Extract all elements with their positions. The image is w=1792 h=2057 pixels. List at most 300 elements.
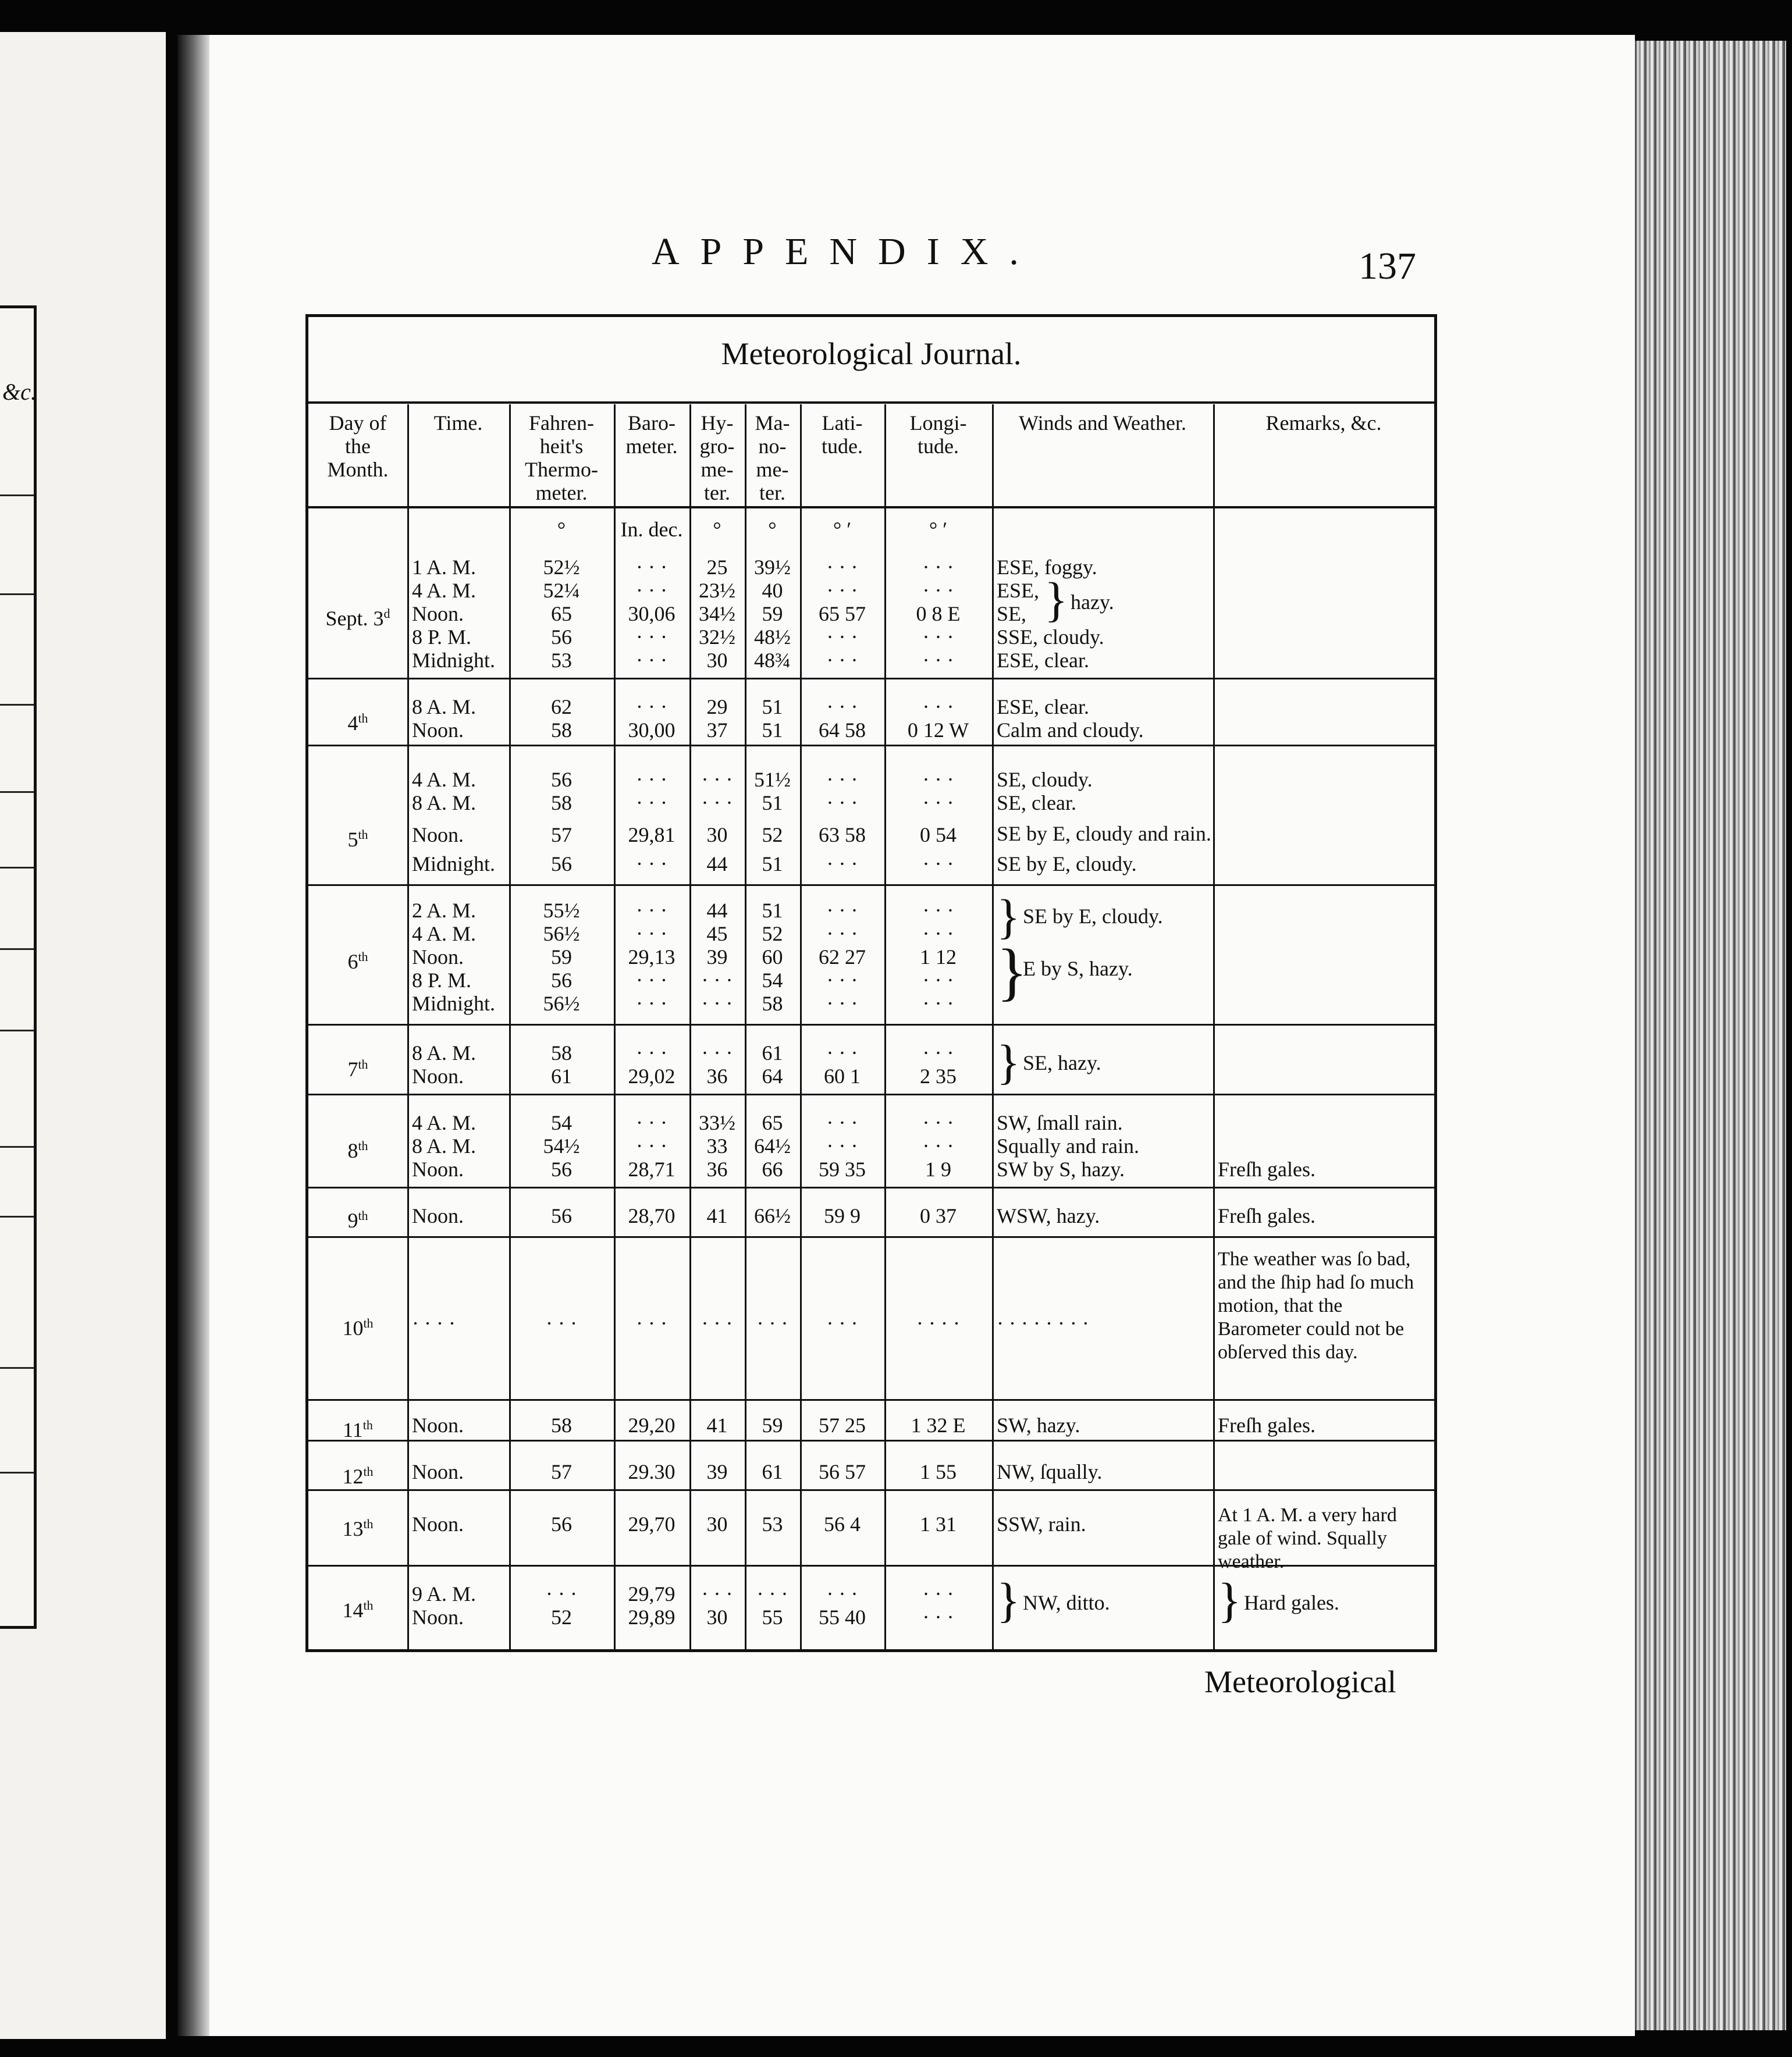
cell-lat: · · · (826, 579, 858, 602)
cell-baro: · · · (636, 922, 667, 945)
cell-mano: 55 (762, 1606, 783, 1629)
cell-therm: 55½ (543, 899, 580, 922)
cell-lat: · · · (826, 899, 858, 922)
cell-time: Noon. (412, 945, 464, 969)
cell-hygro: 36 (706, 1158, 728, 1181)
cell-therm: 56 (551, 768, 572, 791)
cell-mano: 52 (762, 922, 783, 945)
cell-lon: · · · · (916, 1312, 960, 1335)
column-rule (1213, 404, 1215, 1649)
cell-baro: 29,02 (628, 1065, 675, 1088)
cell-hygro: 30 (706, 649, 728, 672)
cell-hygro: 39 (706, 1460, 728, 1483)
cell-lon: · · · (922, 695, 954, 718)
column-header-line: Winds and Weather. (1019, 411, 1186, 435)
catchword: Meteorological (1204, 1664, 1396, 1699)
cell-lon: · · · (922, 1111, 954, 1134)
cell-lon: 2 35 (920, 1065, 957, 1088)
cell-lon: · · · (922, 791, 954, 814)
cell-remark: Freſh gales. (1218, 1414, 1315, 1437)
remark-thirteenth: At 1 A. M. a very hard gale of wind. Squally weather. (1218, 1504, 1397, 1572)
cell-baro: · · · (636, 625, 667, 649)
column-header-line: Time. (433, 411, 483, 435)
cell-baro: · · · (636, 768, 667, 791)
cell-baro: 29,81 (628, 823, 675, 846)
cell-therm: 52¼ (543, 579, 580, 602)
day-of-month (308, 602, 407, 630)
row-group-rule (308, 1236, 1434, 1238)
day-of-month (308, 707, 407, 735)
cell-lon: 1 32 E (911, 1414, 966, 1437)
cell-therm: · · · (546, 1312, 577, 1335)
cell-lat: 62 27 (819, 945, 866, 969)
cell-hygro: 29 (706, 695, 728, 718)
cell-baro: · · · (636, 852, 667, 876)
braced-remark-fourteenth: Hard gales. (1244, 1591, 1339, 1614)
cell-lon: · · · (922, 649, 954, 672)
cell-time: Noon. (412, 1204, 464, 1227)
cell-baro: · · · (636, 1134, 667, 1158)
cell-lon: · · · (922, 625, 954, 649)
cell-mano: · · · (756, 1582, 788, 1606)
cell-mano: 66 (762, 1158, 783, 1181)
day-text: 7 (347, 1058, 358, 1081)
column-header-line: Thermo- (525, 458, 598, 481)
cell-hygro: 30 (706, 1606, 728, 1629)
day-ordinal: th (363, 1598, 374, 1613)
column-header-therm (509, 411, 614, 504)
cell-lon: · · · (922, 922, 954, 945)
column-header-line: tude. (822, 435, 863, 458)
day-ordinal: d (383, 606, 390, 621)
cell-therm: 61 (551, 1065, 572, 1088)
cell-lon: · · · (922, 579, 954, 602)
column-header-line: meter. (625, 435, 678, 458)
cell-time: 4 A. M. (412, 768, 477, 791)
day-of-month (308, 1594, 407, 1622)
cell-hygro: 30 (706, 823, 728, 846)
cell-hygro: 41 (706, 1414, 728, 1437)
cell-wind: WSW, hazy. (997, 1204, 1100, 1227)
cell-wind: SE, clear. (997, 791, 1076, 814)
cell-baro: 29.30 (628, 1460, 675, 1483)
meteorological-journal-table (305, 314, 1437, 1652)
cell-baro: 29,89 (628, 1606, 675, 1629)
cell-mano: 60 (762, 945, 783, 969)
row-group-rule (308, 1024, 1434, 1026)
day-text: 14 (342, 1599, 364, 1622)
table-title: Meteorological Journal. (721, 336, 1022, 371)
cell-hygro: 44 (706, 852, 728, 876)
cell-lat: · · · (826, 695, 858, 718)
cell-mano: 58 (762, 992, 783, 1015)
cell-baro: 29,13 (628, 945, 675, 969)
cell-therm: 56 (551, 625, 572, 649)
column-header-time (407, 411, 509, 435)
cell-hygro: · · · (701, 768, 733, 791)
cell-mano: 39½ (754, 556, 791, 579)
day-text: 10 (342, 1316, 364, 1340)
cell-wind: SW by S, hazy. (997, 1158, 1125, 1181)
cell-lat: · · · (826, 556, 858, 579)
cell-lat: · · · (826, 649, 858, 672)
cell-hygro: 36 (706, 1065, 728, 1088)
cell-wind: ESE, foggy. (997, 556, 1097, 579)
cell-baro: · · · (636, 695, 667, 718)
cell-wind: · · · · · · · · (997, 1312, 1089, 1335)
cell-lon: 1 12 (920, 945, 957, 969)
column-header-wind (992, 411, 1213, 435)
cell-lat: 55 40 (819, 1606, 866, 1629)
column-header-line: tude. (918, 435, 959, 458)
cell-time: Noon. (412, 1414, 464, 1437)
column-header-line: the (345, 435, 371, 458)
cell-time: 4 A. M. (412, 1111, 477, 1134)
running-head: APPENDIX. (652, 230, 1040, 273)
cell-baro: 28,70 (628, 1204, 675, 1227)
cell-lat: · · · (826, 1111, 858, 1134)
cell-lat: · · · (826, 625, 858, 649)
cell-wind: ESE, (997, 579, 1040, 602)
page-number: 137 (1359, 245, 1416, 287)
brace-fourteenth-wind: } (997, 1574, 1021, 1628)
cell-time: Noon. (412, 1065, 464, 1088)
cell-remark: Freſh gales. (1218, 1204, 1315, 1227)
cell-hygro: 37 (706, 718, 728, 742)
cell-lat: · · · (826, 1041, 858, 1065)
row-group-rule (308, 1094, 1434, 1095)
cell-lat: · · · (826, 791, 858, 814)
book-spine-shadow (177, 35, 209, 2036)
cell-therm: 56 (551, 1204, 572, 1227)
cell-baro: · · · (636, 579, 667, 602)
cell-lat: · · · (826, 922, 858, 945)
cell-wind: SE, (997, 602, 1027, 625)
day-text: 9 (347, 1209, 358, 1232)
row-group-rule (308, 884, 1434, 886)
row-group-rule (308, 1399, 1434, 1401)
cell-wind: SE, cloudy. (997, 768, 1093, 791)
cell-baro: · · · (636, 556, 667, 579)
cell-lon: · · · (922, 556, 954, 579)
unit-hygro: ° (713, 518, 721, 541)
cell-baro: · · · (636, 899, 667, 922)
cell-time: 4 A. M. (412, 579, 477, 602)
cell-mano: · · · (756, 1312, 788, 1335)
cell-baro: 30,06 (628, 602, 675, 625)
day-text: Sept. 3 (325, 607, 384, 630)
cell-lon: · · · (922, 1134, 954, 1158)
cell-baro: 29,20 (628, 1414, 675, 1437)
cell-baro: · · · (636, 1111, 667, 1134)
cell-baro: · · · (636, 969, 667, 992)
column-rule (407, 404, 409, 1649)
cell-hygro: 32½ (699, 625, 735, 649)
day-text: 8 (347, 1139, 358, 1162)
cell-hygro: · · · (701, 791, 733, 814)
unit-lon: ° ′ (929, 518, 948, 541)
cell-mano: 54 (762, 969, 783, 992)
column-header-line: heit's (539, 435, 584, 458)
column-header-line: Lati- (822, 411, 863, 435)
cell-time: 9 A. M. (412, 1582, 477, 1606)
cell-mano: 48¾ (754, 649, 791, 672)
cell-mano: 51 (762, 899, 783, 922)
cell-lat: 59 9 (824, 1204, 861, 1227)
cell-wind: Squally and rain. (997, 1134, 1139, 1158)
cell-lon: · · · (922, 1606, 954, 1629)
cell-time: Noon. (412, 823, 464, 846)
cell-wind: SE by E, cloudy and rain. (997, 822, 1211, 845)
cell-lat: 56 57 (819, 1460, 866, 1483)
day-of-month (308, 945, 407, 973)
day-ordinal: th (363, 1517, 374, 1531)
cell-baro: · · · (636, 791, 667, 814)
column-header-line: me- (756, 458, 789, 481)
cell-mano: 66½ (754, 1204, 791, 1227)
column-header-line: Ma- (755, 411, 790, 435)
column-header-line: ter. (704, 481, 730, 504)
cell-hygro: 45 (706, 922, 728, 945)
column-header-hygro (689, 411, 745, 504)
braced-wind-sixth-a: SE by E, cloudy. (1023, 905, 1163, 928)
day-of-month (308, 823, 407, 851)
cell-therm: 56 (551, 1512, 572, 1536)
cell-mano: 48½ (754, 625, 791, 649)
cell-time: 1 A. M. (412, 556, 477, 579)
cell-lon: · · · (922, 852, 954, 876)
column-header-line: gro- (699, 435, 735, 458)
unit-lat: ° ′ (833, 518, 852, 541)
day-of-month (308, 1512, 407, 1540)
cell-mano: 51 (762, 791, 783, 814)
cell-hygro: · · · (701, 1041, 733, 1065)
braced-wind-sixth-b: E by S, hazy. (1023, 957, 1133, 980)
cell-therm: 62 (551, 695, 572, 718)
remark-tenth: The weather was ſo bad, and the ſhip had ſo much motion, that the Barometer could not be obſerved this day. (1218, 1248, 1414, 1363)
unit-baro: In. dec. (620, 518, 683, 541)
cell-hygro: 39 (706, 945, 728, 969)
day-text: 6 (347, 950, 358, 973)
cell-baro: 29,70 (628, 1512, 675, 1536)
cell-lon: · · · (922, 1041, 954, 1065)
column-header-line: no- (758, 435, 787, 458)
cell-baro: · · · (636, 992, 667, 1015)
cell-mano: 53 (762, 1512, 783, 1536)
cell-mano: 51 (762, 718, 783, 742)
cell-lat: 57 25 (819, 1414, 866, 1437)
cell-lat: · · · (826, 969, 858, 992)
column-header-day (308, 411, 407, 481)
cell-lat: · · · (826, 1134, 858, 1158)
cell-time: 4 A. M. (412, 922, 477, 945)
day-ordinal: th (358, 1208, 368, 1223)
cell-hygro: 34½ (699, 602, 735, 625)
day-text: 13 (342, 1517, 364, 1540)
cell-therm: 59 (551, 945, 572, 969)
cell-time: 8 A. M. (412, 791, 477, 814)
cell-lon: · · · (922, 768, 954, 791)
cell-wind: SSE, cloudy. (997, 625, 1104, 649)
cell-mano: 51 (762, 695, 783, 718)
day-ordinal: th (358, 711, 368, 725)
day-of-month (308, 1053, 407, 1081)
cell-time: · · · · (412, 1312, 456, 1335)
day-of-month (308, 1134, 407, 1162)
brace-sixth-b: } (997, 936, 1027, 1007)
column-header-line: Hy- (701, 411, 734, 435)
unit-mano: ° (768, 518, 777, 541)
cell-lat: · · · (826, 1582, 858, 1606)
cell-lon: 1 31 (920, 1512, 957, 1536)
braced-wind-seventh: SE, hazy. (1023, 1051, 1101, 1074)
cell-lon: · · · (922, 899, 954, 922)
cell-lat: · · · (826, 1312, 858, 1335)
day-text: 4 (347, 711, 358, 735)
column-header-baro (614, 411, 689, 458)
cell-lat: 60 1 (824, 1065, 861, 1088)
column-rule (992, 404, 994, 1649)
unit-therm: ° (557, 518, 566, 541)
cell-therm: 57 (551, 823, 572, 846)
cell-wind: SW, ſmall rain. (997, 1111, 1123, 1134)
column-header-lon (884, 411, 992, 458)
column-header-line: Baro- (628, 411, 675, 435)
day-ordinal: th (358, 949, 368, 964)
cell-lon: 1 55 (920, 1460, 957, 1483)
day-of-month (308, 1460, 407, 1488)
cell-hygro: 25 (706, 556, 728, 579)
cell-lat: 64 58 (819, 718, 866, 742)
cell-time: Midnight. (412, 992, 496, 1015)
cell-wind: SW, hazy. (997, 1414, 1080, 1437)
facing-page-fragment-text: &c. (2, 379, 37, 405)
column-header-line: Remarks, &c. (1265, 411, 1382, 435)
cell-hygro: 33½ (699, 1111, 735, 1134)
cell-mano: 51 (762, 852, 783, 876)
cell-therm: 54½ (543, 1134, 580, 1158)
cell-baro: · · · (636, 1041, 667, 1065)
cell-baro: 30,00 (628, 718, 675, 742)
cell-mano: 64 (762, 1065, 783, 1088)
column-header-line: meter. (535, 481, 588, 504)
day-ordinal: th (358, 827, 368, 842)
braced-wind-fourteenth: NW, ditto. (1023, 1591, 1110, 1614)
day-of-month (308, 1312, 407, 1340)
cell-mano: 59 (762, 602, 783, 625)
cell-wind: ESE, clear. (997, 649, 1089, 672)
cell-time: Noon. (412, 1512, 464, 1536)
cell-mano: 40 (762, 579, 783, 602)
cell-therm: 65 (551, 602, 572, 625)
cell-time: 8 P. M. (412, 969, 472, 992)
page-edge-stack (1635, 41, 1786, 2030)
cell-hygro: · · · (701, 992, 733, 1015)
cell-time: 8 A. M. (412, 1134, 477, 1158)
cell-therm: 57 (551, 1460, 572, 1483)
cell-therm: 54 (551, 1111, 572, 1134)
cell-time: Noon. (412, 1158, 464, 1181)
cell-therm: 53 (551, 649, 572, 672)
cell-time: Noon. (412, 1606, 464, 1629)
cell-remark: Freſh gales. (1218, 1158, 1315, 1181)
cell-therm: 56 (551, 1158, 572, 1181)
cell-time: Midnight. (412, 649, 496, 672)
cell-mano: 59 (762, 1414, 783, 1437)
column-header-line: ter. (759, 481, 785, 504)
cell-wind: ESE, clear. (997, 695, 1089, 718)
cell-time: 8 A. M. (412, 695, 477, 718)
cell-lat: 56 4 (824, 1512, 861, 1536)
brace-sept3: } (1044, 573, 1068, 627)
braced-wind-sept3: hazy. (1071, 590, 1114, 614)
column-header-remark (1213, 411, 1434, 435)
header-rule (308, 506, 1434, 508)
cell-lon: · · · (922, 992, 954, 1015)
cell-hygro: 30 (706, 1512, 728, 1536)
day-ordinal: th (362, 1418, 373, 1432)
column-header-line: me- (701, 458, 734, 481)
day-of-month (308, 1414, 407, 1442)
cell-lon: 0 12 W (907, 718, 969, 742)
cell-time: Noon. (412, 602, 464, 625)
cell-hygro: 41 (706, 1204, 728, 1227)
cell-lon: · · · (922, 969, 954, 992)
row-group-rule (308, 1440, 1434, 1442)
day-text: 12 (342, 1465, 364, 1488)
cell-therm: 56½ (543, 922, 580, 945)
cell-lat: · · · (826, 768, 858, 791)
cell-wind: Calm and cloudy. (997, 718, 1144, 742)
day-ordinal: th (363, 1464, 374, 1479)
brace-sixth-a: } (997, 890, 1021, 944)
cell-lon: 0 54 (920, 823, 957, 846)
cell-lon: 0 8 E (916, 602, 961, 625)
cell-time: Midnight. (412, 852, 496, 876)
column-header-line: Day of (329, 411, 387, 435)
column-header-line: Fahren- (529, 411, 594, 435)
cell-hygro: 23½ (699, 579, 735, 602)
cell-hygro: 33 (706, 1134, 728, 1158)
cell-therm: 58 (551, 791, 572, 814)
cell-lat: 65 57 (819, 602, 866, 625)
cell-lat: 59 35 (819, 1158, 866, 1181)
cell-mano: 51½ (754, 768, 791, 791)
cell-lat: · · · (826, 852, 858, 876)
cell-wind: NW, ſqually. (997, 1460, 1103, 1483)
cell-time: Noon. (412, 718, 464, 742)
cell-time: 2 A. M. (412, 899, 477, 922)
column-header-line: Month. (327, 458, 389, 481)
row-group-rule (308, 745, 1434, 746)
day-text: 5 (347, 828, 358, 851)
cell-lon: 1 9 (925, 1158, 951, 1181)
day-ordinal: th (363, 1316, 374, 1330)
cell-therm: 52½ (543, 556, 580, 579)
cell-hygro: · · · (701, 1312, 733, 1335)
column-header-mano (745, 411, 800, 504)
cell-therm: 58 (551, 718, 572, 742)
cell-mano: 61 (762, 1460, 783, 1483)
column-header-line: Longi- (909, 411, 967, 435)
cell-baro: 29,79 (628, 1582, 675, 1606)
cell-hygro: 44 (706, 899, 728, 922)
cell-lat: 63 58 (819, 823, 866, 846)
cell-therm: 56 (551, 852, 572, 876)
cell-therm: 58 (551, 1414, 572, 1437)
cell-mano: 52 (762, 823, 783, 846)
brace-fourteenth-remark: } (1218, 1574, 1242, 1628)
